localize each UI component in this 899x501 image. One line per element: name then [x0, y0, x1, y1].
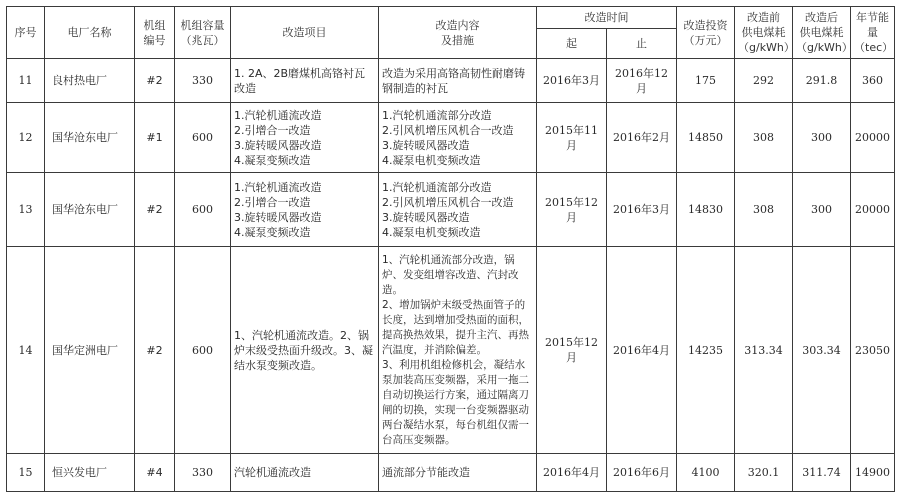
row-index: 15 — [7, 453, 45, 491]
row-content: 改造为采用高铬高韧性耐磨铸钢制造的衬瓦 — [379, 59, 537, 103]
row-capacity: 600 — [175, 103, 231, 173]
row-unit: #4 — [135, 453, 175, 491]
row-unit: #1 — [135, 103, 175, 173]
table-row — [7, 173, 895, 247]
row-start: 2016年4月 — [537, 453, 607, 491]
row-start: 2015年12月 — [537, 173, 607, 247]
header-row-top — [7, 7, 895, 29]
row-index: 13 — [7, 173, 45, 247]
row-after: 291.8 — [793, 59, 851, 103]
row-index: 14 — [7, 247, 45, 453]
col-header-index: 序号 — [7, 7, 45, 59]
col-header-period: 改造时间 — [537, 7, 677, 29]
table-row — [7, 103, 895, 173]
row-capacity: 330 — [175, 59, 231, 103]
row-plant: 良村热电厂 — [45, 59, 135, 103]
row-before: 308 — [735, 103, 793, 173]
row-saving: 20000 — [851, 103, 895, 173]
row-start: 2015年12月 — [537, 247, 607, 453]
col-header-before: 改造前 供电煤耗 （g/kWh） — [735, 7, 793, 59]
col-header-start: 起 — [537, 29, 607, 59]
col-header-saving: 年节能量 （tec） — [851, 7, 895, 59]
row-before: 292 — [735, 59, 793, 103]
row-investment: 14850 — [677, 103, 735, 173]
row-content: 1.汽轮机通流部分改造 2.引风机增压风机合一改造 3.旋转暖风器改造 4.凝泵电机变频改造 — [379, 173, 537, 247]
table-row — [7, 247, 895, 453]
col-header-after: 改造后 供电煤耗 （g/kWh） — [793, 7, 851, 59]
row-project: 1、汽轮机通流改造。2、锅炉末级受热面升级改。3、凝结水泵变频改造。 — [231, 247, 379, 453]
col-header-unit: 机组 编号 — [135, 7, 175, 59]
row-project: 1.汽轮机通流改造 2.引增合一改造 3.旋转暖风器改造 4.凝泵变频改造 — [231, 103, 379, 173]
row-investment: 14830 — [677, 173, 735, 247]
table-row — [7, 59, 895, 103]
row-investment: 14235 — [677, 247, 735, 453]
col-header-project: 改造项目 — [231, 7, 379, 59]
row-plant: 恒兴发电厂 — [45, 453, 135, 491]
row-saving: 360 — [851, 59, 895, 103]
row-project: 1.汽轮机通流改造 2.引增合一改造 3.旋转暖风器改造 4.凝泵变频改造 — [231, 173, 379, 247]
row-unit: #2 — [135, 173, 175, 247]
col-header-capacity: 机组容量 （兆瓦） — [175, 7, 231, 59]
row-investment: 175 — [677, 59, 735, 103]
row-end: 2016年12月 — [607, 59, 677, 103]
row-saving: 23050 — [851, 247, 895, 453]
col-header-end: 止 — [607, 29, 677, 59]
row-end: 2016年6月 — [607, 453, 677, 491]
table-row — [7, 453, 895, 491]
row-after: 303.34 — [793, 247, 851, 453]
row-project: 1. 2A、2B磨煤机高铬衬瓦改造 — [231, 59, 379, 103]
row-capacity: 330 — [175, 453, 231, 491]
row-content: 1、汽轮机通流部分改造，锅炉、发变组增容改造、汽封改造。 2、增加锅炉末级受热面管子的长度，达到增加受热面的面积，提高换热效果，提升主汽、再热汽温度，并消除偏差。 3、利用机组检修机会，凝结水泵加装高压变频器，采用一拖二自动切换运行方案，通过隔离刀闸的切换，实现一台变频器驱动两台凝结水泵，每台机组仅需一台高压变频器。 — [379, 247, 537, 453]
col-header-content: 改造内容 及措施 — [379, 7, 537, 59]
energy-retrofit-table — [6, 6, 895, 492]
row-after: 311.74 — [793, 453, 851, 491]
row-capacity: 600 — [175, 173, 231, 247]
row-end: 2016年2月 — [607, 103, 677, 173]
row-before: 313.34 — [735, 247, 793, 453]
row-after: 300 — [793, 103, 851, 173]
row-after: 300 — [793, 173, 851, 247]
row-saving: 20000 — [851, 173, 895, 247]
row-plant: 国华沧东电厂 — [45, 173, 135, 247]
col-header-investment: 改造投资 （万元） — [677, 7, 735, 59]
row-content: 通流部分节能改造 — [379, 453, 537, 491]
row-unit: #2 — [135, 59, 175, 103]
row-index: 12 — [7, 103, 45, 173]
row-unit: #2 — [135, 247, 175, 453]
row-investment: 4100 — [677, 453, 735, 491]
row-end: 2016年4月 — [607, 247, 677, 453]
row-capacity: 600 — [175, 247, 231, 453]
col-header-plant: 电厂名称 — [45, 7, 135, 59]
row-saving: 14900 — [851, 453, 895, 491]
row-start: 2015年11月 — [537, 103, 607, 173]
row-plant: 国华沧东电厂 — [45, 103, 135, 173]
row-start: 2016年3月 — [537, 59, 607, 103]
row-content: 1.汽轮机通流部分改造 2.引风机增压风机合一改造 3.旋转暖风器改造 4.凝泵电机变频改造 — [379, 103, 537, 173]
row-end: 2016年3月 — [607, 173, 677, 247]
row-project: 汽轮机通流改造 — [231, 453, 379, 491]
row-index: 11 — [7, 59, 45, 103]
row-plant: 国华定洲电厂 — [45, 247, 135, 453]
row-before: 308 — [735, 173, 793, 247]
row-before: 320.1 — [735, 453, 793, 491]
